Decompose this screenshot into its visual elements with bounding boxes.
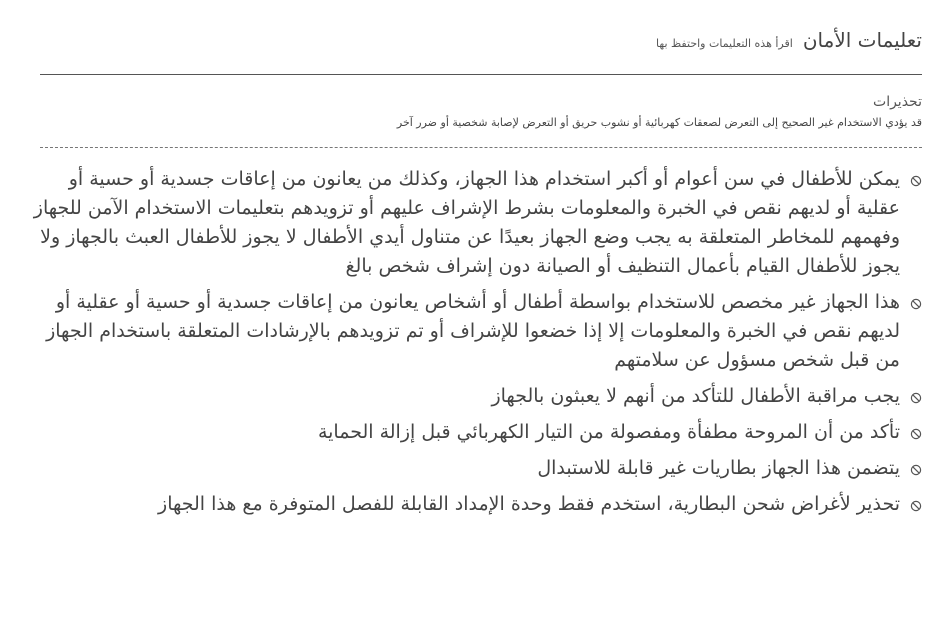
warnings-description: قد يؤدي الاستخدام غير الصحيح إلى التعرض لصعقات كهربائية أو نشوب حريق أو التعرض لإصابة شخصية أو ضرر آخر [396,116,922,129]
list-item [26,454,922,483]
list-item-text: هذا الجهاز غير مخصص للاستخدام بواسطة أطفال أو أشخاص يعانون من إعاقات جسدية أو حسية أو عقلية أو لديهم نقص في الخبرة والمعلومات إلا إذا خضعوا للإشراف أو تم تزويدهم بالإرشادات المتعلقة باستخدام الجهاز من قبل شخص مسؤول عن سلامتهم [46,291,900,371]
prohibited-icon [910,392,922,404]
prohibited-icon [910,464,922,476]
prohibited-icon [910,428,922,440]
list-item [26,382,922,411]
page-subtitle: اقرأ هذه التعليمات واحتفظ بها [656,37,793,50]
list-item-text: تأكد من أن المروحة مطفأة ومفصولة من التيار الكهربائي قبل إزالة الحماية [317,421,900,443]
page-header [28,28,922,60]
list-item-text: يتضمن هذا الجهاز بطاريات غير قابلة للاستبدال [537,457,900,479]
list-item [26,288,922,375]
warnings-divider [40,147,922,148]
list-item [26,165,922,281]
list-item [26,490,922,519]
list-item-text: يمكن للأطفال في سن أعوام أو أكبر استخدام هذا الجهاز، وكذلك من يعانون من إعاقات جسدية أو حسية أو عقلية أو لديهم نقص في الخبرة والمعلومات بشرط الإشراف عليهم أو تزويدهم بتعليمات الاستخدام الآمن للجهاز وفهمهم للمخاطر المتعلقة به يجب وضع الجهاز بعيدًا عن متناول أيدي الأطفال لا يجوز للأطفال العبث بالجهاز ولا يجوز للأطفال القيام بأعمال التنظيف أو الصيانة دون إشراف شخص بالغ [33,168,900,277]
list-item-text: يجب مراقبة الأطفال للتأكد من أنهم لا يعبثون بالجهاز [491,385,900,407]
page-title: تعليمات الأمان [802,28,922,52]
list-item [26,418,922,447]
warnings-section [40,94,922,129]
list-item-text: تحذير لأغراض شحن البطارية، استخدم فقط وحدة الإمداد القابلة للفصل المتوفرة مع هذا الجهاز [158,493,900,515]
prohibited-icon [910,298,922,310]
prohibited-icon [910,500,922,512]
header-divider [40,74,922,75]
prohibited-icon [910,175,922,187]
warnings-heading: تحذيرات [873,94,922,110]
safety-list [26,165,922,526]
